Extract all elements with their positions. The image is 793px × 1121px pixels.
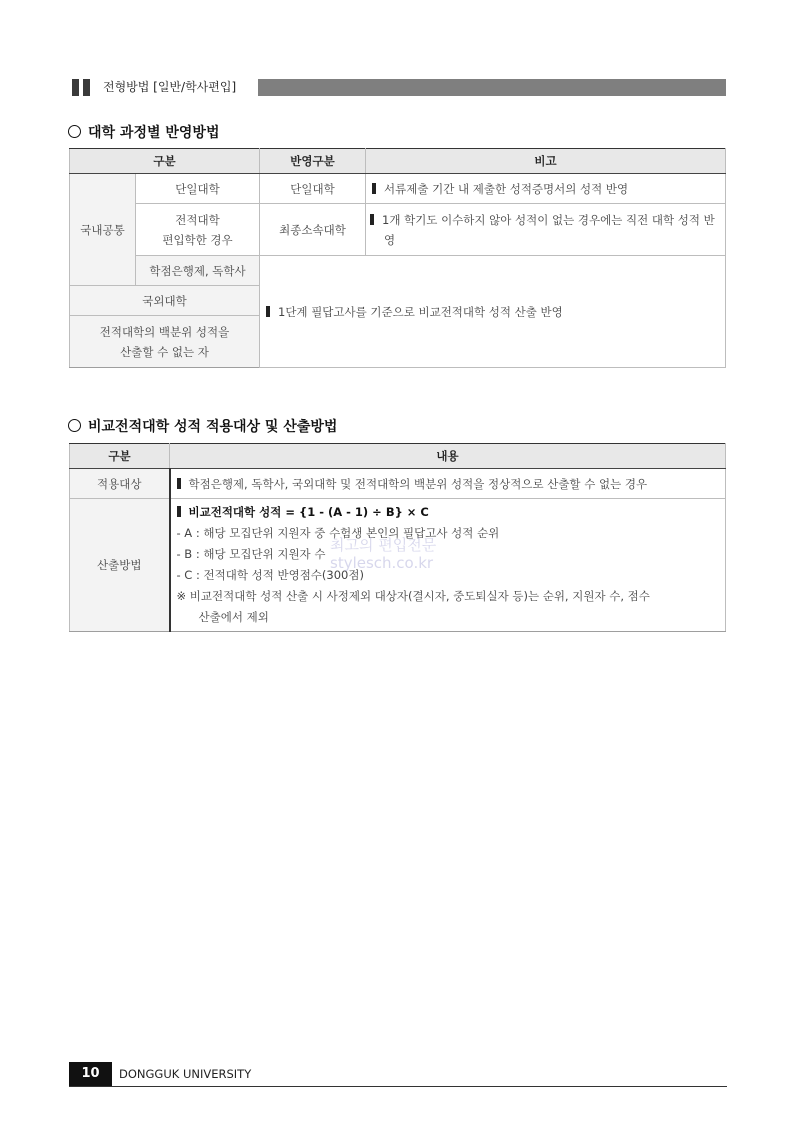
merged-note-cell: 1단계 필답고사를 기준으로 비교전적대학 성적 산출 반영: [260, 256, 726, 368]
column-header: 반영구분: [260, 149, 366, 174]
variable-c: - C : 전적대학 성적 반영점수(300점): [176, 568, 364, 582]
square-bullet-icon: [177, 478, 181, 489]
category-label: 전적대학의 백분위 성적을 산출할 수 없는 자: [70, 316, 260, 368]
reflection-type: 단일대학: [260, 174, 366, 204]
page-footer: [69, 1062, 727, 1087]
sub-category: 전적대학 편입학한 경우: [136, 204, 260, 256]
column-header: 구분: [70, 149, 260, 174]
note-cell: 서류제출 기간 내 제출한 성적증명서의 성적 반영: [366, 174, 726, 204]
sub-category: 학점은행제, 독학사: [136, 256, 260, 286]
column-header: 비고: [366, 149, 726, 174]
column-header: 구분: [70, 444, 170, 469]
formula: 비교전적대학 성적 = {1 - (A - 1) ÷ B} × C: [177, 502, 720, 523]
page-number: 10: [69, 1062, 112, 1086]
row-label: 적용대상: [70, 469, 170, 499]
section2-title: 비교전적대학 성적 적용대상 및 산출방법: [68, 417, 337, 437]
header-bar: [258, 79, 726, 96]
header-marker: [72, 79, 79, 96]
category-label: 국외대학: [70, 286, 260, 316]
table-row: [70, 256, 726, 286]
group-label: 국내공통: [70, 174, 136, 286]
square-bullet-icon: [370, 214, 374, 225]
exclusion-note-cont: 산출에서 제외: [198, 610, 269, 624]
watermark: 최고의 편입전문 stylesch.co.kr: [330, 536, 437, 572]
university-name: DONGGUK UNIVERSITY: [119, 1067, 252, 1081]
table-header-row: [70, 149, 726, 174]
square-bullet-icon: [177, 506, 181, 517]
sub-category: 단일대학: [136, 174, 260, 204]
variable-a: - A : 해당 모집단위 지원자 중 수험생 본인의 필답고사 성적 순위: [176, 526, 500, 540]
reflection-type: 최종소속대학: [260, 204, 366, 256]
variable-b: - B : 해당 모집단위 지원자 수: [176, 547, 326, 561]
square-bullet-icon: [372, 183, 376, 194]
row-label: 산출방법: [70, 499, 170, 632]
method-content: [170, 499, 726, 632]
circle-bullet-icon: [68, 125, 81, 138]
exclusion-note: ※ 비교전적대학 성적 산출 시 사정제외 대상자(결시자, 중도퇴실자 등)는 순위, 지원자 수, 점수: [176, 589, 650, 603]
target-content: 학점은행제, 독학사, 국외대학 및 전적대학의 백분위 성적을 정상적으로 산출할 수 없는 경우: [170, 469, 726, 499]
note-cell: 1개 학기도 이수하지 않아 성적이 없는 경우에는 직전 대학 성적 반영: [366, 204, 726, 256]
section-header-strip: [72, 79, 726, 96]
square-bullet-icon: [266, 306, 270, 317]
header-label: 전형방법 [일반/학사편입]: [103, 80, 237, 94]
table-row: [70, 469, 726, 499]
table-row: [70, 204, 726, 256]
section1-title: 대학 과정별 반영방법: [68, 123, 219, 143]
reflection-method-table: [69, 148, 726, 368]
column-header: 내용: [170, 444, 726, 469]
table-header-row: [70, 444, 726, 469]
circle-bullet-icon: [68, 419, 81, 432]
table-row: [70, 174, 726, 204]
header-marker: [83, 79, 90, 96]
